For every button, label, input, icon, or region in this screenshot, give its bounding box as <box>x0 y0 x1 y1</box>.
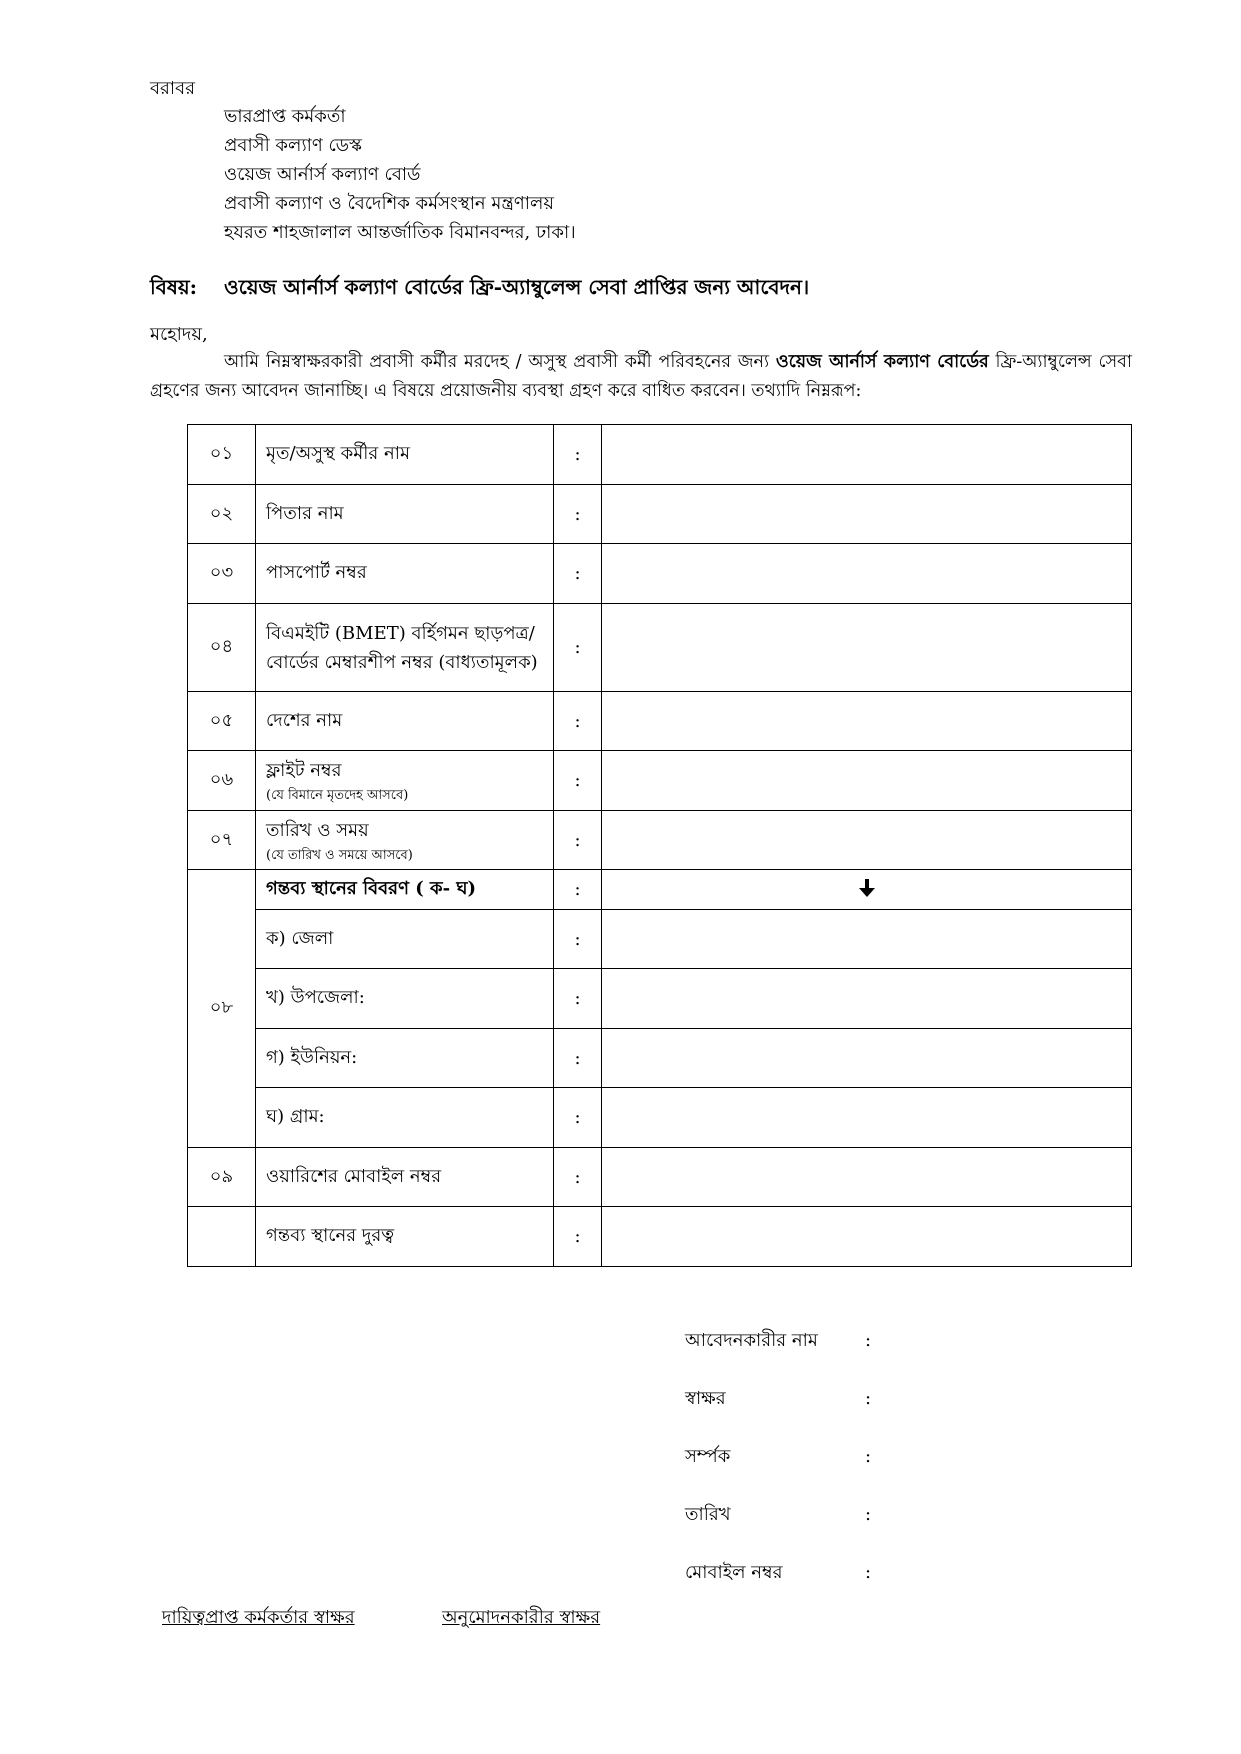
row-label-cell <box>256 811 554 870</box>
row-colon: : <box>554 969 602 1029</box>
destination-heading: গন্তব্য স্থানের বিবরণ ( ক- ঘ) <box>256 870 554 910</box>
row-colon: : <box>554 1207 602 1267</box>
row-number: ০৯ <box>188 1148 256 1207</box>
table-row <box>188 1148 1132 1207</box>
row-label: গ) ইউনিয়ন: <box>256 1029 554 1088</box>
row-number: ০৭ <box>188 811 256 870</box>
address-line: ওয়েজ আর্নার্স কল্যাণ বোর্ড <box>224 164 421 185</box>
applicant-mobile-row <box>685 1558 871 1589</box>
table-row <box>188 544 1132 604</box>
row-colon: : <box>554 1029 602 1088</box>
applicant-relation-row <box>685 1442 871 1473</box>
table-row <box>188 485 1132 544</box>
row-colon: : <box>554 1088 602 1148</box>
row-number <box>188 1207 256 1267</box>
row-label: ঘ) গ্রাম: <box>256 1088 554 1148</box>
row-colon: : <box>554 1148 602 1207</box>
row-number: ০৪ <box>188 604 256 692</box>
row-value-field[interactable] <box>602 751 1132 811</box>
row-colon: : <box>554 870 602 910</box>
row-label: পিতার নাম <box>256 485 554 544</box>
applicant-field-label: মোবাইল নম্বর <box>685 1562 783 1583</box>
row-label: খ) উপজেলা: <box>256 969 554 1029</box>
row-label: ওয়ারিশের মোবাইল নম্বর <box>256 1148 554 1207</box>
salutation: মহোদয়, <box>150 324 208 345</box>
applicant-field-colon: : <box>865 1388 872 1409</box>
row-value-field[interactable] <box>602 1088 1132 1148</box>
row-number: ০৫ <box>188 692 256 751</box>
row-label: মৃত/অসুস্থ কর্মীর নাম <box>256 425 554 485</box>
applicant-signature-row <box>685 1384 871 1415</box>
row-value-field[interactable] <box>602 910 1132 969</box>
row-colon: : <box>554 751 602 811</box>
row-colon: : <box>554 910 602 969</box>
address-to: বরাবর <box>150 78 196 99</box>
row-label: দেশের নাম <box>256 692 554 751</box>
row-label-cell <box>256 751 554 811</box>
row-colon: : <box>554 485 602 544</box>
row-value-field[interactable] <box>602 1207 1132 1267</box>
row-value-field[interactable] <box>602 969 1132 1029</box>
table-row <box>188 1207 1132 1267</box>
table-row <box>188 870 1132 910</box>
subject-label: বিষয়: <box>150 275 198 299</box>
row-value-field[interactable] <box>602 485 1132 544</box>
officer-signature-label: দায়িত্বপ্রাপ্ত কর্মকর্তার স্বাক্ষর <box>162 1607 355 1628</box>
row-number: ০২ <box>188 485 256 544</box>
address-block <box>224 102 576 247</box>
applicant-field-label: আবেদনকারীর নাম <box>685 1330 818 1351</box>
applicant-field-colon: : <box>865 1562 872 1583</box>
applicant-date-row <box>685 1500 871 1531</box>
table-row <box>188 425 1132 485</box>
applicant-name-row <box>685 1326 871 1357</box>
applicant-field-label: সর্ম্পক <box>685 1446 731 1467</box>
row-value-field[interactable] <box>602 692 1132 751</box>
row-note: (যে বিমানে মৃতদেহ আসবে) <box>266 788 409 803</box>
table-row <box>188 969 1132 1029</box>
applicant-field-label: তারিখ <box>685 1504 731 1525</box>
row-value-field[interactable] <box>602 544 1132 604</box>
table-row <box>188 811 1132 870</box>
body-bold-text: ওয়েজ আর্নার্স কল্যাণ বোর্ডের <box>775 352 989 372</box>
row-number: ০৬ <box>188 751 256 811</box>
applicant-field-colon: : <box>865 1504 872 1525</box>
applicant-field-colon: : <box>865 1446 872 1467</box>
address-line: হযরত শাহজালাল আন্তর্জাতিক বিমানবন্দর, ঢাকা। <box>224 222 576 243</box>
row-label: গন্তব্য স্থানের দুরত্ব <box>256 1207 554 1267</box>
table-row <box>188 910 1132 969</box>
table-row <box>188 1088 1132 1148</box>
arrow-down-icon <box>602 870 1132 910</box>
row-value-field[interactable] <box>602 425 1132 485</box>
body-paragraph <box>150 348 1132 406</box>
row-colon: : <box>554 692 602 751</box>
body-text: ফ্রি-অ্যাম্বুলেন্স সেবা গ্রহণের জন্য আবেদন জানাচ্ছি। এ বিষয়ে প্রয়োজনীয় ব্যবস্থা গ্রহণ করে বাধিত করবেন। তথ্যাদি নিম্নরূপ: <box>150 352 1132 401</box>
table-row <box>188 1029 1132 1088</box>
row-value-field[interactable] <box>602 1029 1132 1088</box>
row-colon: : <box>554 425 602 485</box>
row-label: ফ্লাইট নম্বর <box>266 760 342 781</box>
subject-text: ওয়েজ আর্নার্স কল্যাণ বোর্ডের ফ্রি-অ্যাম্বুলেন্স সেবা প্রাপ্তির জন্য আবেদন। <box>224 275 810 299</box>
info-table <box>187 424 1132 1267</box>
arrow-down-icon <box>859 879 875 897</box>
row-value-field[interactable] <box>602 811 1132 870</box>
applicant-field-label: স্বাক্ষর <box>685 1388 726 1409</box>
table-row <box>188 604 1132 692</box>
body-text: আমি নিম্নস্বাক্ষরকারী প্রবাসী কর্মীর মরদেহ / অসুস্থ প্রবাসী কর্মী পরিবহনের জন্য <box>224 352 776 372</box>
row-colon: : <box>554 604 602 692</box>
row-value-field[interactable] <box>602 604 1132 692</box>
row-colon: : <box>554 544 602 604</box>
row-colon: : <box>554 811 602 870</box>
address-line: প্রবাসী কল্যাণ ও বৈদেশিক কর্মসংস্থান মন্ত্রণালয় <box>224 193 554 214</box>
applicant-field-colon: : <box>865 1330 872 1351</box>
approver-signature-label: অনুমোদনকারীর স্বাক্ষর <box>442 1607 601 1628</box>
row-label: বিএমইটি (BMET) বর্হিগমন ছাড়পত্র/বোর্ডের মেম্বারশীপ নম্বর (বাধ্যতামূলক) <box>256 604 554 692</box>
row-number: ০৩ <box>188 544 256 604</box>
row-note: (যে তারিখ ও সময়ে আসবে) <box>266 847 413 863</box>
address-line: ভারপ্রাপ্ত কর্মকর্তা <box>224 106 346 127</box>
row-label: পাসপোর্ট নম্বর <box>256 544 554 604</box>
row-number: ০৮ <box>188 870 256 1148</box>
row-value-field[interactable] <box>602 1148 1132 1207</box>
table-row <box>188 751 1132 811</box>
table-row <box>188 692 1132 751</box>
row-label: তারিখ ও সময় <box>266 819 369 841</box>
row-label: ক) জেলা <box>256 910 554 969</box>
row-number: ০১ <box>188 425 256 485</box>
address-line: প্রবাসী কল্যাণ ডেস্ক <box>224 135 363 156</box>
